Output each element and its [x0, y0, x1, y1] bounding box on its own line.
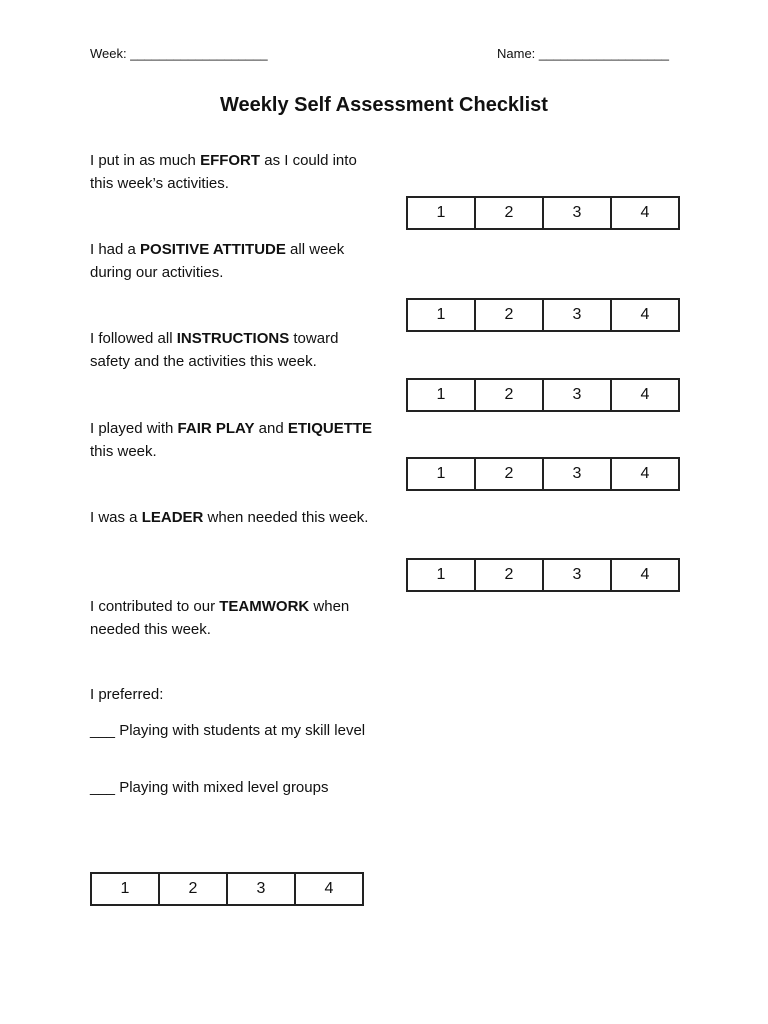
page-title: Weekly Self Assessment Checklist: [220, 94, 548, 116]
rating-scale-fair-play: [406, 457, 680, 491]
rating-option-3[interactable]: 3: [544, 459, 612, 489]
question-keyword: EFFORT: [200, 152, 261, 169]
rating-option-2[interactable]: 2: [476, 560, 544, 590]
rating-option-4[interactable]: 4: [640, 566, 650, 583]
rating-option-4[interactable]: 4: [640, 306, 650, 323]
question-teamwork: [90, 595, 380, 641]
question-keyword: POSITIVE ATTITUDE: [140, 241, 286, 258]
question-fair-play: [90, 417, 380, 463]
rating-option-4[interactable]: 4: [640, 465, 650, 482]
preference-prompt: I preferred:: [90, 686, 164, 703]
rating-option-4[interactable]: 4: [324, 880, 334, 897]
rating-option-1[interactable]: 1: [408, 459, 476, 489]
rating-option-2[interactable]: 2: [160, 874, 228, 904]
rating-option-3[interactable]: 3: [228, 874, 296, 904]
question-text: I contributed to our: [90, 598, 220, 615]
question-leader: [90, 506, 380, 529]
question-text: when needed this week.: [203, 509, 369, 526]
rating-option-4[interactable]: 4: [640, 386, 650, 403]
rating-option-2[interactable]: 2: [476, 300, 544, 330]
question-text: as I could into this week’s activities.: [90, 152, 357, 192]
question-positive-attitude: [90, 238, 380, 284]
rating-scale-teamwork: [90, 872, 364, 906]
preference-option-skill-level[interactable]: ___ Playing with students at my skill level: [90, 722, 366, 739]
rating-option-3[interactable]: 3: [544, 380, 612, 410]
rating-option-4[interactable]: 4: [640, 204, 650, 221]
rating-option-2[interactable]: 2: [476, 459, 544, 489]
question-effort: [90, 149, 380, 195]
rating-option-1[interactable]: 1: [92, 874, 160, 904]
rating-scale-effort: [406, 196, 680, 230]
question-text: toward safety and the activities this week.: [90, 330, 339, 370]
question-text: I followed all: [90, 330, 177, 347]
rating-scale-positive-attitude: [406, 298, 680, 332]
question-text: I was a: [90, 509, 142, 526]
question-text: I put in as much: [90, 152, 201, 169]
question-text: I had a: [90, 241, 141, 258]
question-keyword: LEADER: [141, 509, 204, 526]
name-field[interactable]: Name: __________________: [497, 46, 670, 61]
preference-option-mixed-level[interactable]: ___ Playing with mixed level groups: [90, 779, 329, 796]
question-keyword: TEAMWORK: [219, 598, 310, 615]
week-field[interactable]: Week: ___________________: [90, 46, 268, 61]
question-keyword: FAIR PLAY: [177, 420, 255, 437]
question-text: I played with: [90, 420, 178, 437]
rating-option-3[interactable]: 3: [544, 300, 612, 330]
rating-option-1[interactable]: 1: [408, 380, 476, 410]
rating-option-1[interactable]: 1: [408, 560, 476, 590]
rating-option-1[interactable]: 1: [408, 300, 476, 330]
rating-option-1[interactable]: 1: [408, 198, 476, 228]
rating-scale-leader: [406, 558, 680, 592]
rating-scale-instructions: [406, 378, 680, 412]
question-keyword: ETIQUETTE: [287, 420, 373, 437]
question-text: this week.: [90, 443, 157, 460]
question-text: all week during our activities.: [90, 241, 345, 281]
question-instructions: [90, 327, 380, 373]
question-text: and: [254, 420, 288, 437]
rating-option-2[interactable]: 2: [476, 380, 544, 410]
rating-option-2[interactable]: 2: [476, 198, 544, 228]
question-text: when needed this week.: [90, 598, 350, 638]
question-keyword: INSTRUCTIONS: [176, 330, 290, 347]
rating-option-3[interactable]: 3: [544, 198, 612, 228]
rating-option-3[interactable]: 3: [544, 560, 612, 590]
